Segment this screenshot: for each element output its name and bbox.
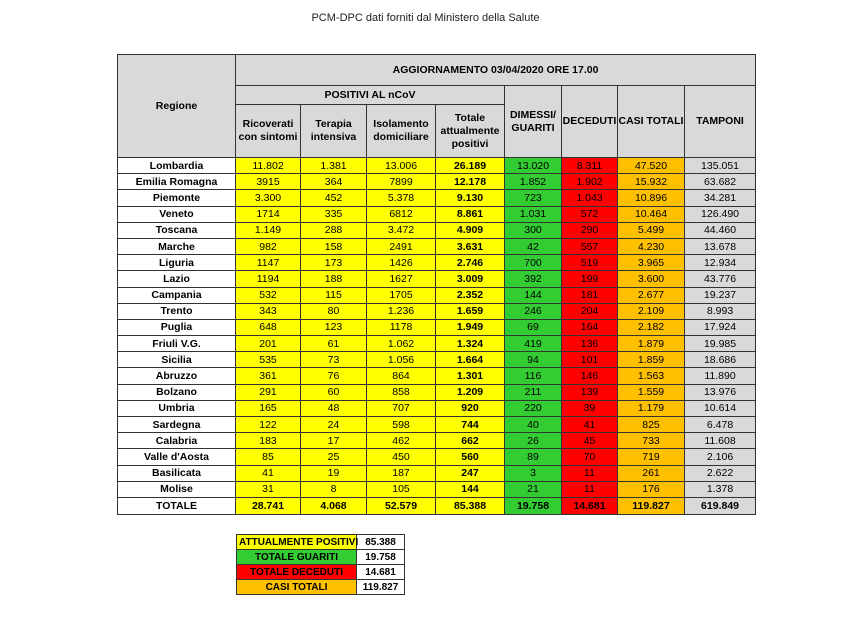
totale-positivi-cell: 1.324 — [436, 336, 505, 352]
region-cell: Lazio — [118, 271, 236, 287]
totale-positivi-cell: 2.746 — [436, 255, 505, 271]
dimessi-cell: 13.020 — [505, 158, 562, 174]
ricoverati-cell: 532 — [236, 287, 301, 303]
ricoverati-cell: 982 — [236, 238, 301, 254]
table-row — [118, 400, 756, 416]
isolamento-cell: 1.236 — [367, 303, 436, 319]
dimessi-cell: 26 — [505, 433, 562, 449]
deceduti-cell: 557 — [562, 238, 618, 254]
casi-totali-cell: 1.879 — [618, 336, 685, 352]
deceduti-cell: 146 — [562, 368, 618, 384]
region-cell: Basilicata — [118, 465, 236, 481]
total-dimessi-cell: 19.758 — [505, 497, 562, 514]
summary-table — [236, 534, 405, 595]
dimessi-cell: 69 — [505, 319, 562, 335]
terapia-cell: 61 — [301, 336, 367, 352]
totale-positivi-cell: 1.949 — [436, 319, 505, 335]
terapia-cell: 452 — [301, 190, 367, 206]
table-row — [118, 287, 756, 303]
summary-row — [237, 550, 405, 565]
dimessi-cell: 723 — [505, 190, 562, 206]
isolamento-cell: 598 — [367, 417, 436, 433]
casi-totali-cell: 2.677 — [618, 287, 685, 303]
tamponi-cell: 44.460 — [685, 222, 756, 238]
summary-value: 14.681 — [357, 565, 405, 580]
casi-totali-cell: 261 — [618, 465, 685, 481]
summary-value: 85.388 — [357, 535, 405, 550]
totale-positivi-cell: 1.209 — [436, 384, 505, 400]
deceduti-cell: 136 — [562, 336, 618, 352]
region-cell: Toscana — [118, 222, 236, 238]
tamponi-cell: 13.678 — [685, 238, 756, 254]
ricoverati-cell: 361 — [236, 368, 301, 384]
header-positivi-group: POSITIVI AL nCoV — [236, 86, 505, 105]
terapia-cell: 80 — [301, 303, 367, 319]
totale-positivi-cell: 1.659 — [436, 303, 505, 319]
terapia-cell: 1.381 — [301, 158, 367, 174]
terapia-cell: 188 — [301, 271, 367, 287]
summary-row — [237, 535, 405, 550]
ricoverati-cell: 85 — [236, 449, 301, 465]
tamponi-cell: 2.106 — [685, 449, 756, 465]
header-isolamento: Isolamento domiciliare — [367, 105, 436, 158]
dimessi-cell: 94 — [505, 352, 562, 368]
region-cell: Puglia — [118, 319, 236, 335]
dimessi-cell: 392 — [505, 271, 562, 287]
totale-positivi-cell: 1.301 — [436, 368, 505, 384]
terapia-cell: 123 — [301, 319, 367, 335]
tamponi-cell: 126.490 — [685, 206, 756, 222]
tamponi-cell: 17.924 — [685, 319, 756, 335]
casi-totali-cell: 15.932 — [618, 174, 685, 190]
totale-positivi-cell: 560 — [436, 449, 505, 465]
terapia-cell: 288 — [301, 222, 367, 238]
dimessi-cell: 419 — [505, 336, 562, 352]
casi-totali-cell: 5.499 — [618, 222, 685, 238]
casi-totali-cell: 1.559 — [618, 384, 685, 400]
terapia-cell: 76 — [301, 368, 367, 384]
isolamento-cell: 1.062 — [367, 336, 436, 352]
deceduti-cell: 39 — [562, 400, 618, 416]
total-totale-positivi-cell: 85.388 — [436, 497, 505, 514]
isolamento-cell: 2491 — [367, 238, 436, 254]
isolamento-cell: 1627 — [367, 271, 436, 287]
deceduti-cell: 139 — [562, 384, 618, 400]
totale-positivi-cell: 1.664 — [436, 352, 505, 368]
total-region-cell: TOTALE — [118, 497, 236, 514]
deceduti-cell: 11 — [562, 481, 618, 497]
casi-totali-cell: 3.600 — [618, 271, 685, 287]
summary-value: 119.827 — [357, 580, 405, 595]
totale-positivi-cell: 3.631 — [436, 238, 505, 254]
casi-totali-cell: 10.896 — [618, 190, 685, 206]
header-ricoverati: Ricoverati con sintomi — [236, 105, 301, 158]
dimessi-cell: 300 — [505, 222, 562, 238]
terapia-cell: 73 — [301, 352, 367, 368]
deceduti-cell: 199 — [562, 271, 618, 287]
tamponi-cell: 6.478 — [685, 417, 756, 433]
region-cell: Piemonte — [118, 190, 236, 206]
casi-totali-cell: 3.965 — [618, 255, 685, 271]
deceduti-cell: 204 — [562, 303, 618, 319]
ricoverati-cell: 1714 — [236, 206, 301, 222]
totale-positivi-cell: 920 — [436, 400, 505, 416]
deceduti-cell: 11 — [562, 465, 618, 481]
dimessi-cell: 144 — [505, 287, 562, 303]
totale-positivi-cell: 247 — [436, 465, 505, 481]
table-row — [118, 433, 756, 449]
table-row — [118, 303, 756, 319]
total-deceduti-cell: 14.681 — [562, 497, 618, 514]
ricoverati-cell: 343 — [236, 303, 301, 319]
ricoverati-cell: 3.300 — [236, 190, 301, 206]
isolamento-cell: 7899 — [367, 174, 436, 190]
summary-value: 19.758 — [357, 550, 405, 565]
table-row — [118, 384, 756, 400]
isolamento-cell: 105 — [367, 481, 436, 497]
table-row — [118, 449, 756, 465]
header-tamponi: TAMPONI — [685, 86, 756, 158]
tamponi-cell: 12.934 — [685, 255, 756, 271]
dimessi-cell: 700 — [505, 255, 562, 271]
isolamento-cell: 187 — [367, 465, 436, 481]
tamponi-cell: 8.993 — [685, 303, 756, 319]
header-casi-totali: CASI TOTALI — [618, 86, 685, 158]
table-row — [118, 352, 756, 368]
isolamento-cell: 1426 — [367, 255, 436, 271]
table-row — [118, 417, 756, 433]
table-row — [118, 238, 756, 254]
isolamento-cell: 707 — [367, 400, 436, 416]
terapia-cell: 25 — [301, 449, 367, 465]
deceduti-cell: 290 — [562, 222, 618, 238]
region-cell: Umbria — [118, 400, 236, 416]
terapia-cell: 60 — [301, 384, 367, 400]
casi-totali-cell: 1.563 — [618, 368, 685, 384]
casi-totali-cell: 47.520 — [618, 158, 685, 174]
deceduti-cell: 1.902 — [562, 174, 618, 190]
header-update: AGGIORNAMENTO 03/04/2020 ORE 17.00 — [236, 55, 756, 86]
dimessi-cell: 40 — [505, 417, 562, 433]
dimessi-cell: 89 — [505, 449, 562, 465]
ricoverati-cell: 183 — [236, 433, 301, 449]
totale-positivi-cell: 26.189 — [436, 158, 505, 174]
deceduti-cell: 70 — [562, 449, 618, 465]
deceduti-cell: 8.311 — [562, 158, 618, 174]
tamponi-cell: 63.682 — [685, 174, 756, 190]
region-cell: Abruzzo — [118, 368, 236, 384]
header-terapia: Terapia intensiva — [301, 105, 367, 158]
isolamento-cell: 864 — [367, 368, 436, 384]
ricoverati-cell: 291 — [236, 384, 301, 400]
terapia-cell: 8 — [301, 481, 367, 497]
isolamento-cell: 3.472 — [367, 222, 436, 238]
region-cell: Calabria — [118, 433, 236, 449]
summary-row — [237, 565, 405, 580]
summary-label: ATTUALMENTE POSITIVI — [237, 535, 357, 550]
isolamento-cell: 450 — [367, 449, 436, 465]
table-body — [118, 158, 756, 515]
total-ricoverati-cell: 28.741 — [236, 497, 301, 514]
casi-totali-cell: 719 — [618, 449, 685, 465]
header-totale-positivi: Totale attualmente positivi — [436, 105, 505, 158]
tamponi-cell: 10.614 — [685, 400, 756, 416]
ricoverati-cell: 11.802 — [236, 158, 301, 174]
table-row — [118, 368, 756, 384]
tamponi-cell: 34.281 — [685, 190, 756, 206]
totale-positivi-cell: 2.352 — [436, 287, 505, 303]
deceduti-cell: 572 — [562, 206, 618, 222]
totale-positivi-cell: 9.130 — [436, 190, 505, 206]
terapia-cell: 364 — [301, 174, 367, 190]
region-cell: Molise — [118, 481, 236, 497]
dimessi-cell: 42 — [505, 238, 562, 254]
isolamento-cell: 858 — [367, 384, 436, 400]
casi-totali-cell: 10.464 — [618, 206, 685, 222]
page-caption: PCM-DPC dati forniti dal Ministero della Salute — [311, 12, 540, 24]
dimessi-cell: 246 — [505, 303, 562, 319]
terapia-cell: 17 — [301, 433, 367, 449]
ricoverati-cell: 1.149 — [236, 222, 301, 238]
ricoverati-cell: 165 — [236, 400, 301, 416]
region-cell: Sardegna — [118, 417, 236, 433]
ricoverati-cell: 201 — [236, 336, 301, 352]
tamponi-cell: 19.985 — [685, 336, 756, 352]
isolamento-cell: 462 — [367, 433, 436, 449]
dimessi-cell: 220 — [505, 400, 562, 416]
ricoverati-cell: 1194 — [236, 271, 301, 287]
table-row — [118, 336, 756, 352]
region-cell: Marche — [118, 238, 236, 254]
region-cell: Bolzano — [118, 384, 236, 400]
tamponi-cell: 11.890 — [685, 368, 756, 384]
region-cell: Veneto — [118, 206, 236, 222]
ricoverati-cell: 31 — [236, 481, 301, 497]
terapia-cell: 158 — [301, 238, 367, 254]
header-dimessi: DIMESSI/ GUARITI — [505, 86, 562, 158]
totale-positivi-cell: 12.178 — [436, 174, 505, 190]
isolamento-cell: 6812 — [367, 206, 436, 222]
tamponi-cell: 18.686 — [685, 352, 756, 368]
region-cell: Lombardia — [118, 158, 236, 174]
summary-row — [237, 580, 405, 595]
totale-positivi-cell: 3.009 — [436, 271, 505, 287]
casi-totali-cell: 2.109 — [618, 303, 685, 319]
totale-positivi-cell: 4.909 — [436, 222, 505, 238]
table-row — [118, 481, 756, 497]
table-row — [118, 255, 756, 271]
region-cell: Friuli V.G. — [118, 336, 236, 352]
deceduti-cell: 1.043 — [562, 190, 618, 206]
terapia-cell: 48 — [301, 400, 367, 416]
casi-totali-cell: 733 — [618, 433, 685, 449]
tamponi-cell: 11.608 — [685, 433, 756, 449]
casi-totali-cell: 4.230 — [618, 238, 685, 254]
deceduti-cell: 164 — [562, 319, 618, 335]
region-cell: Campania — [118, 287, 236, 303]
totals-row — [118, 497, 756, 514]
region-cell: Emilia Romagna — [118, 174, 236, 190]
total-tamponi-cell: 619.849 — [685, 497, 756, 514]
ricoverati-cell: 3915 — [236, 174, 301, 190]
isolamento-cell: 13.006 — [367, 158, 436, 174]
dimessi-cell: 116 — [505, 368, 562, 384]
casi-totali-cell: 1.859 — [618, 352, 685, 368]
totale-positivi-cell: 662 — [436, 433, 505, 449]
deceduti-cell: 41 — [562, 417, 618, 433]
deceduti-cell: 519 — [562, 255, 618, 271]
dimessi-cell: 211 — [505, 384, 562, 400]
totale-positivi-cell: 8.861 — [436, 206, 505, 222]
dimessi-cell: 1.031 — [505, 206, 562, 222]
total-terapia-cell: 4.068 — [301, 497, 367, 514]
header-deceduti: DECEDUTI — [562, 86, 618, 158]
region-cell: Trento — [118, 303, 236, 319]
table-row — [118, 158, 756, 174]
total-casi-totali-cell: 119.827 — [618, 497, 685, 514]
deceduti-cell: 45 — [562, 433, 618, 449]
terapia-cell: 173 — [301, 255, 367, 271]
isolamento-cell: 1.056 — [367, 352, 436, 368]
table-row — [118, 465, 756, 481]
tamponi-cell: 43.776 — [685, 271, 756, 287]
tamponi-cell: 2.622 — [685, 465, 756, 481]
casi-totali-cell: 176 — [618, 481, 685, 497]
tamponi-cell: 19.237 — [685, 287, 756, 303]
summary-label: CASI TOTALI — [237, 580, 357, 595]
ricoverati-cell: 648 — [236, 319, 301, 335]
ricoverati-cell: 535 — [236, 352, 301, 368]
table-row — [118, 190, 756, 206]
ricoverati-cell: 122 — [236, 417, 301, 433]
isolamento-cell: 5.378 — [367, 190, 436, 206]
summary-label: TOTALE DECEDUTI — [237, 565, 357, 580]
region-cell: Liguria — [118, 255, 236, 271]
table-row — [118, 174, 756, 190]
table-row — [118, 319, 756, 335]
dimessi-cell: 21 — [505, 481, 562, 497]
header-regione: Regione — [118, 55, 236, 158]
totale-positivi-cell: 744 — [436, 417, 505, 433]
total-isolamento-cell: 52.579 — [367, 497, 436, 514]
ricoverati-cell: 1147 — [236, 255, 301, 271]
terapia-cell: 24 — [301, 417, 367, 433]
casi-totali-cell: 2.182 — [618, 319, 685, 335]
dimessi-cell: 1.852 — [505, 174, 562, 190]
tamponi-cell: 135.051 — [685, 158, 756, 174]
tamponi-cell: 13.976 — [685, 384, 756, 400]
isolamento-cell: 1705 — [367, 287, 436, 303]
region-cell: Sicilia — [118, 352, 236, 368]
isolamento-cell: 1178 — [367, 319, 436, 335]
deceduti-cell: 181 — [562, 287, 618, 303]
deceduti-cell: 101 — [562, 352, 618, 368]
table-row — [118, 222, 756, 238]
table-row — [118, 206, 756, 222]
table-row — [118, 271, 756, 287]
dimessi-cell: 3 — [505, 465, 562, 481]
terapia-cell: 335 — [301, 206, 367, 222]
region-cell: Valle d'Aosta — [118, 449, 236, 465]
covid-data-table — [117, 54, 756, 515]
casi-totali-cell: 1.179 — [618, 400, 685, 416]
totale-positivi-cell: 144 — [436, 481, 505, 497]
summary-label: TOTALE GUARITI — [237, 550, 357, 565]
casi-totali-cell: 825 — [618, 417, 685, 433]
tamponi-cell: 1.378 — [685, 481, 756, 497]
ricoverati-cell: 41 — [236, 465, 301, 481]
terapia-cell: 115 — [301, 287, 367, 303]
terapia-cell: 19 — [301, 465, 367, 481]
